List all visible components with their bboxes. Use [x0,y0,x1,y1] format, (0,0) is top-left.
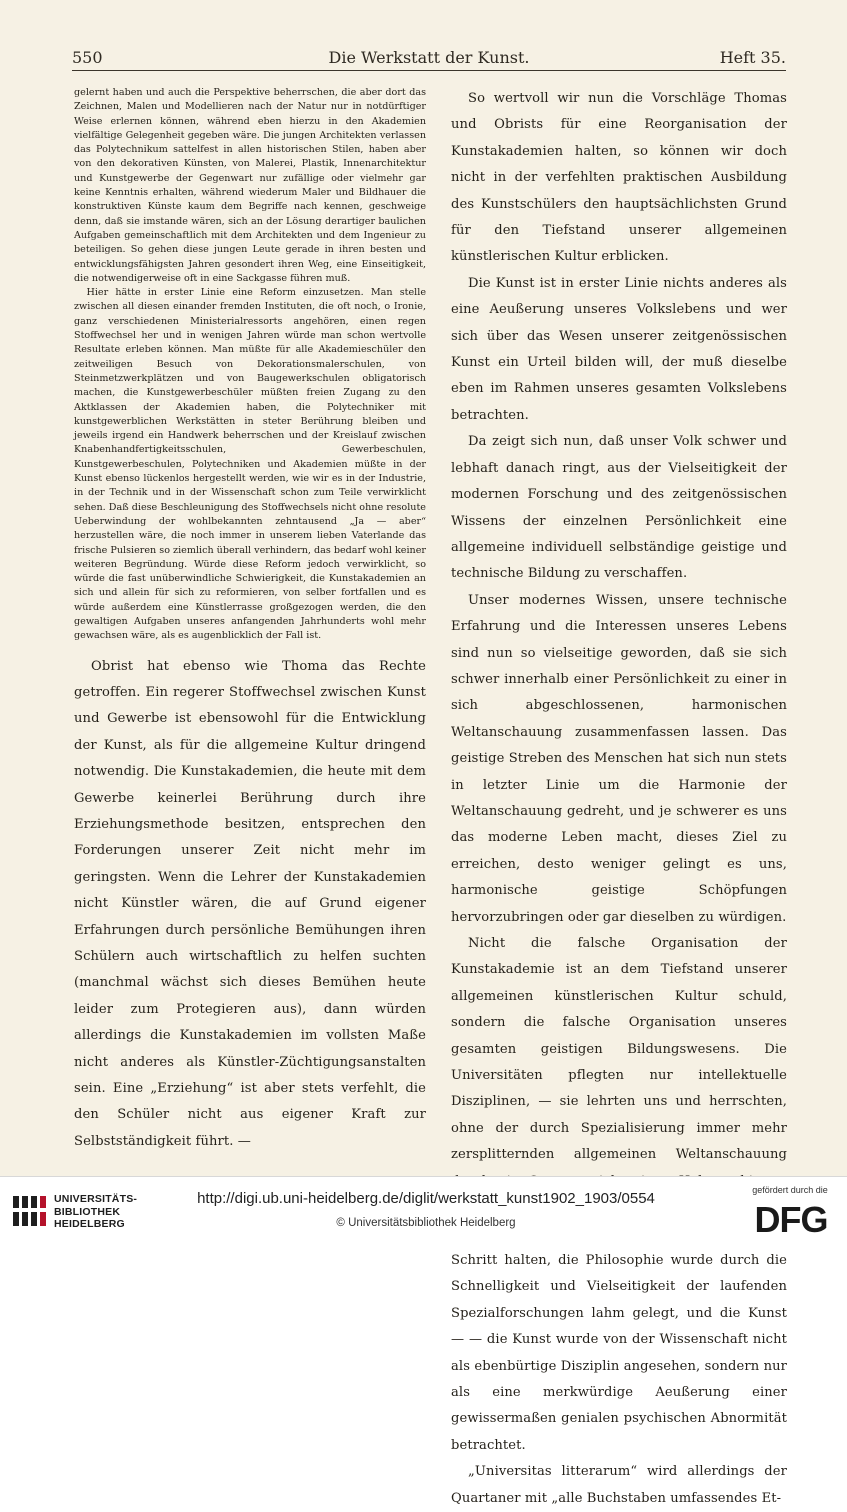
dfg-funding-logo[interactable] [740,1185,840,1241]
page-number: 550 [72,48,103,67]
dfg-caption: gefördert durch die [752,1185,828,1195]
library-logo[interactable] [12,1190,162,1234]
paragraph: Unser modernes Wissen, unsere technische Erfahrung und die Interessen unseres Lebens sind nun so vielseitige geworden, daß sie sich schwer innerhalb einer Persönlichkeit zu einer in sich abgeschlossenen, harmonischen Weltanschauung zusammenfassen lassen. Das geistige Streben des Menschen hat sich nun stets in letzter Linie um die Harmonie der Weltanschauung gedreht, und je schwerer es uns das moderne Leben macht, dieses Ziel zu erreichen, desto weniger gelingt es uns, harmonische geistige Schöpfungen hervorzubringen oder gar dieselben zu würdigen. [451,592,787,925]
library-emblem-icon [12,1194,48,1228]
right-column [451,86,787,1512]
paragraph: So wertvoll wir nun die Vorschläge Thomas und Obrists für eine Reorganisation der Kunstakademien halten, so können wir doch nicht in der verfehlten praktischen Ausbildung des Kunstschülers den hauptsächlichsten Grund für den Tiefstand unserer allgemeinen künstlerischen Kultur erblicken. [451,91,787,265]
copyright-notice: © Universitätsbibliothek Heidelberg [336,1217,516,1229]
paragraph: Die Kunst ist in erster Linie nichts anderes als eine Aeußerung unseres Volkslebens und wer sich über das Wesen unserer zeitgenössischen Kunst ein Urteil bilden will, der muß dieselbe eben im Rahmen unseres gesamten Volkslebens betrachten. [451,275,787,423]
paragraph: gelernt haben und auch die Perspektive beherrschen, die aber dort das Zeichnen, Malen und Modellieren nach der Natur nur in notdürftiger Weise erlernen können, während eben hierzu in den Akademien vielfältige Gelegenheit gegeben wäre. Die jungen Architekten verlassen das Polytechnikum sattelfest in allen historischen Stilen, haben aber von den dekorativen Künsten, von Malerei, Plastik, Innenarchitektur und Kunstgewerbe der Gegenwart nur zufällige oder vielmehr gar keine Kenntnis erhalten, während wiederum Maler und Bildhauer die konstruktiven Künste kaum dem Begriffe nach kennen, geschweige denn, daß sie imstande wären, sich an der Lösung derartiger baulichen Aufgaben gemeinschaftlich mit dem Architekten und dem Ingenieur zu beteiligen. So gehen diese jungen Leute gerade in ihren besten und entwicklungsfähigsten Jahren gesondert ihren Weg, eine Einseitigkeit, die notwendigerweise oft in eine Sackgasse führen muß. [74,87,426,284]
running-header [72,48,786,72]
library-name: UNIVERSITÄTS- BIBLIOTHEK HEIDELBERG [54,1193,138,1230]
header-rule [72,70,786,71]
paragraph: „Universitas litterarum“ wird allerdings der Quartaner mit „alle Buchstaben umfassendes Et- [451,1464,787,1506]
paragraph: Hier hätte in erster Linie eine Reform einzusetzen. Man stelle zwischen all diesen einander fremden Instituten, die oft noch, o Ironie, ganz verschiedenen Ministerialressorts angehören, einen regen Stoffwechsel her und in wenigen Jahren würde man schon wertvolle Resultate erleben können. Man müßte für alle Akademieschüler den zeitweiligen Besuch von Dekorationsmalerschulen, von Steinmetzwerkplätzen und von Baugewerkschulen obligatorisch machen, die Kunstgewerbeschüler müßten freien Zugang zu den Aktklassen der Akademien haben, die Polytechniker mit kunstgewerblichen Werkstätten in steter Berührung bleiben und jeweils irgend ein Handwerk beherrschen und der Kreislauf zwischen Knabenhandfertigkeitsschulen, Gewerbeschulen, Kunstgewerbeschulen, Polytechniken und Akademien müßte in der Kunst ebenso lückenlos hergestellt werden, wie wir es in der Industrie, in der Technik und in der Wissenschaft schon zum Teile verwirklicht sehen. Daß diese Beschleunigung des Stoffwechsels nicht ohne resolute Ueberwindung der wohlbekannten zehntausend „Ja — aber“ herzustellen wäre, die noch immer in unserem lieben Vaterlande das frische Pulsieren so ziemlich überall verhindern, das bedarf wohl keiner weiteren Begründung. Würde diese Reform jedoch verwirklicht, so würde die fast unüberwindliche Schwierigkeit, die Kunstakademien an sich und allein für sich zu reformieren, von selber fortfallen und es würde außerdem eine Künstlerrasse großgezogen werden, die den gewaltigen Aufgaben unseres anfangenden Jahrhunderts wohl mehr gewachsen wäre, als es augenblicklich der Fall ist. [74,287,426,642]
permalink-url[interactable]: http://digi.ub.uni-heidelberg.de/diglit/werkstatt_kunst1902_1903/0554 [197,1190,655,1207]
footer-bar [0,1176,847,1246]
paragraph: Da zeigt sich nun, daß unser Volk schwer und lebhaft danach ringt, aus der Vielseitigkeit der modernen Forschung und des zeitgenössischen Wissens der einzelnen Persönlichkeit eine allgemeine individuell selbständige geistige und technische Bildung zu verschaffen. [451,434,787,582]
issue-label: Heft 35. [719,48,786,67]
running-title: Die Werkstatt der Kunst. [328,48,530,67]
dfg-logo-text: DFG [754,1199,828,1240]
paragraph: Obrist hat ebenso wie Thoma das Rechte getroffen. Ein regerer Stoffwechsel zwischen Kunst und Gewerbe ist ebensowohl für die Entwicklung der Kunst, als für die allgemeine Kultur dringend notwendig. Die Kunstakademien, die heute mit dem Gewerbe keinerlei Berührung durch ihre Erziehungsmethode besitzen, entsprechen den Forderungen unserer Zeit nicht mehr im geringsten. Wenn die Lehrer der Kunstakademien nicht Künstler wären, die auf Grund eigener Erfahrungen durch persönliche Bemühungen ihren Schülern auch wirtschaftlich zu helfen suchten (manchmal wächst sich dieses Bemühen heute leider zum Protegieren aus), dann würden allerdings die Kunstakademien im vollsten Maße nicht anderes als Künstler-Züchtigungsanstalten sein. Eine „Erziehung“ ist aber stets verfehlt, die den Schüler nicht aus eigener Kraft zur Selbstständigkeit führt. — [74,658,426,1149]
dfg-logo-icon [746,1199,836,1240]
left-column [74,86,426,1155]
paragraph: Nicht die falsche Organisation der Kunstakademie ist an dem Tiefstand unserer allgemeinen künstlerischen Kultur schuld, sondern die falsche Organisation unseres gesamten geistigen Bildungswesens. Die Universitäten pflegten nur intellektuelle Disziplinen, — sie lehrten uns und herrschten, ohne der durch Spezialisierung immer mehr zersplitternden allgemeinen Weltanschauung Schritt halten, die Philosophie wurde durch die Schnelligkeit und Vielseitigkeit der laufenden Spezialforschungen lahm gelegt, und die Kunst — — die Kunst wurde von der Wissenschaft nicht als ebenbürtige Disziplin angesehen, sondern nur als eine merkwürdige Aeußerung einer gewissermaßen genialen psychischen Abnormität betrachtet. [451,936,787,1453]
